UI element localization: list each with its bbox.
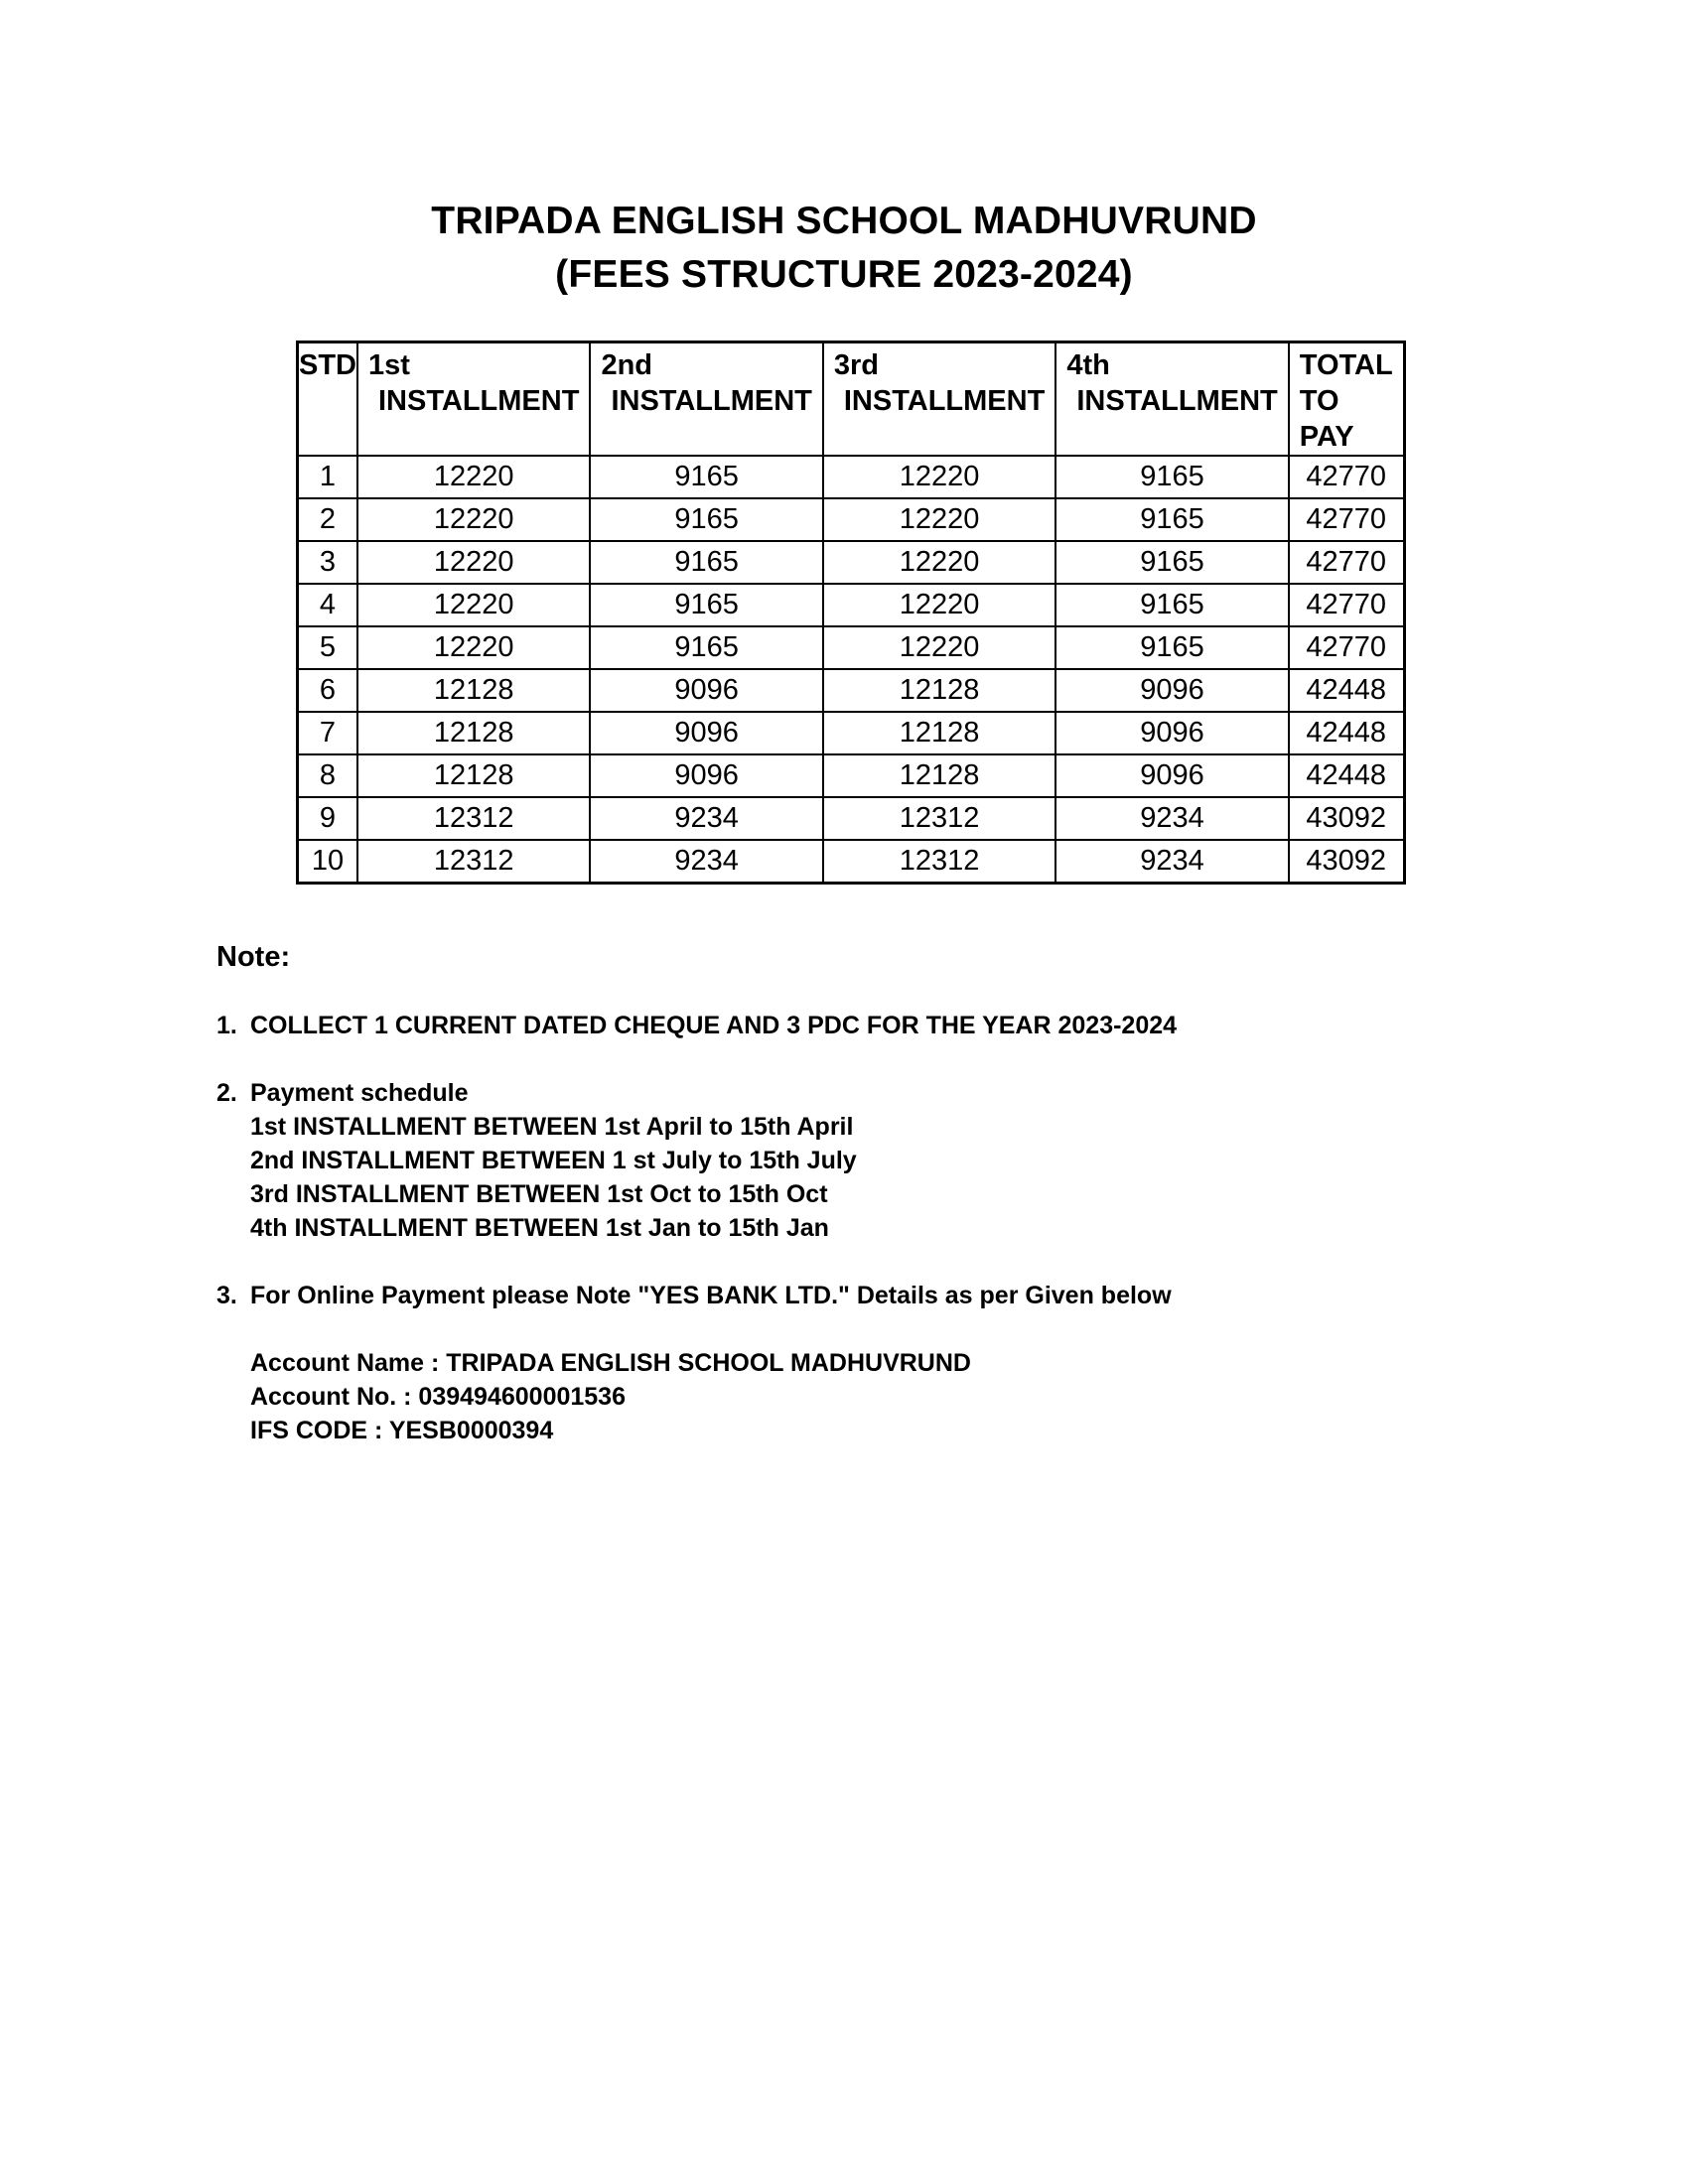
cell-total-to-pay: 42448 <box>1289 712 1404 754</box>
cell-3rd-installment: 12220 <box>823 584 1055 626</box>
table-row <box>298 754 1405 797</box>
cell-std: 9 <box>298 797 358 840</box>
cell-2nd-installment: 9096 <box>590 712 822 754</box>
account-number: Account No. : 039494600001536 <box>250 1383 626 1411</box>
table-body <box>298 456 1405 884</box>
cell-1st-installment: 12128 <box>357 754 590 797</box>
cell-std: 3 <box>298 541 358 584</box>
table-row <box>298 712 1405 754</box>
header-2nd-installment: 2nd INSTALLMENT <box>590 342 822 457</box>
cheque-instruction: COLLECT 1 CURRENT DATED CHEQUE AND 3 PDC FOR THE YEAR 2023-2024 <box>250 1012 1178 1039</box>
fees-structure-heading: (FEES STRUCTURE 2023-2024) <box>555 253 1133 296</box>
table-row <box>298 797 1405 840</box>
cell-3rd-installment: 12220 <box>823 626 1055 669</box>
cell-1st-installment: 12220 <box>357 498 590 541</box>
cell-3rd-installment: 12128 <box>823 669 1055 712</box>
notes-list <box>216 1009 1177 1447</box>
cell-std: 2 <box>298 498 358 541</box>
cell-3rd-installment: 12220 <box>823 541 1055 584</box>
table-row <box>298 541 1405 584</box>
cell-1st-installment: 12220 <box>357 456 590 498</box>
cell-total-to-pay: 42770 <box>1289 584 1404 626</box>
note-number: 3. <box>216 1282 237 1309</box>
cell-total-to-pay: 42770 <box>1289 456 1404 498</box>
cell-1st-installment: 12128 <box>357 712 590 754</box>
schedule-line: 3rd INSTALLMENT BETWEEN 1st Oct to 15th Oct <box>250 1180 828 1208</box>
cell-std: 10 <box>298 840 358 884</box>
schedule-line: 2nd INSTALLMENT BETWEEN 1 st July to 15th July <box>250 1147 857 1174</box>
cell-total-to-pay: 42448 <box>1289 754 1404 797</box>
cell-std: 6 <box>298 669 358 712</box>
header-total-to-pay: TOTAL TO PAY <box>1289 342 1404 457</box>
cell-4th-installment: 9165 <box>1055 498 1288 541</box>
cell-std: 1 <box>298 456 358 498</box>
cell-total-to-pay: 42770 <box>1289 541 1404 584</box>
cell-2nd-installment: 9165 <box>590 584 822 626</box>
note-number: 1. <box>216 1012 237 1039</box>
table-row <box>298 584 1405 626</box>
table-row <box>298 626 1405 669</box>
table-row <box>298 669 1405 712</box>
table-row <box>298 498 1405 541</box>
cell-2nd-installment: 9165 <box>590 626 822 669</box>
cell-2nd-installment: 9234 <box>590 840 822 884</box>
table-row <box>298 840 1405 884</box>
cell-total-to-pay: 42448 <box>1289 669 1404 712</box>
cell-std: 4 <box>298 584 358 626</box>
note-item-3 <box>216 1279 1177 1447</box>
cell-total-to-pay: 43092 <box>1289 840 1404 884</box>
cell-1st-installment: 12312 <box>357 840 590 884</box>
cell-2nd-installment: 9165 <box>590 456 822 498</box>
cell-1st-installment: 12128 <box>357 669 590 712</box>
cell-4th-installment: 9096 <box>1055 712 1288 754</box>
cell-3rd-installment: 12128 <box>823 754 1055 797</box>
cell-4th-installment: 9096 <box>1055 669 1288 712</box>
cell-3rd-installment: 12128 <box>823 712 1055 754</box>
cell-total-to-pay: 42770 <box>1289 498 1404 541</box>
cell-std: 7 <box>298 712 358 754</box>
header-3rd-installment: 3rd INSTALLMENT <box>823 342 1055 457</box>
online-payment-note: For Online Payment please Note "YES BANK LTD." Details as per Given below <box>250 1282 1172 1309</box>
cell-4th-installment: 9165 <box>1055 456 1288 498</box>
header-4th-installment: 4th INSTALLMENT <box>1055 342 1288 457</box>
cell-2nd-installment: 9165 <box>590 541 822 584</box>
schedule-line: 1st INSTALLMENT BETWEEN 1st April to 15th April <box>250 1113 854 1141</box>
table-row <box>298 456 1405 498</box>
cell-std: 5 <box>298 626 358 669</box>
cell-3rd-installment: 12312 <box>823 840 1055 884</box>
note-number: 2. <box>216 1079 237 1107</box>
cell-1st-installment: 12312 <box>357 797 590 840</box>
cell-4th-installment: 9096 <box>1055 754 1288 797</box>
cell-3rd-installment: 12312 <box>823 797 1055 840</box>
account-name: Account Name : TRIPADA ENGLISH SCHOOL MADHUVRUND <box>250 1349 971 1377</box>
cell-4th-installment: 9234 <box>1055 797 1288 840</box>
cell-4th-installment: 9165 <box>1055 584 1288 626</box>
school-name: TRIPADA ENGLISH SCHOOL MADHUVRUND <box>431 200 1257 242</box>
fees-table <box>296 341 1406 885</box>
cell-2nd-installment: 9096 <box>590 754 822 797</box>
note-heading: Note: <box>216 941 291 973</box>
note-item-1 <box>216 1009 1177 1042</box>
cell-std: 8 <box>298 754 358 797</box>
schedule-line: 4th INSTALLMENT BETWEEN 1st Jan to 15th Jan <box>250 1214 829 1242</box>
cell-total-to-pay: 43092 <box>1289 797 1404 840</box>
cell-4th-installment: 9165 <box>1055 626 1288 669</box>
header-std: STD <box>298 342 358 457</box>
cell-3rd-installment: 12220 <box>823 456 1055 498</box>
cell-4th-installment: 9165 <box>1055 541 1288 584</box>
table-header-row <box>298 342 1405 457</box>
page-title <box>0 195 1688 302</box>
cell-1st-installment: 12220 <box>357 541 590 584</box>
cell-2nd-installment: 9096 <box>590 669 822 712</box>
cell-1st-installment: 12220 <box>357 626 590 669</box>
ifs-code: IFS CODE : YESB0000394 <box>250 1417 554 1444</box>
payment-schedule-heading: Payment schedule <box>250 1079 469 1107</box>
header-1st-installment: 1st INSTALLMENT <box>357 342 590 457</box>
note-item-2 <box>216 1076 1177 1245</box>
cell-1st-installment: 12220 <box>357 584 590 626</box>
cell-2nd-installment: 9234 <box>590 797 822 840</box>
cell-2nd-installment: 9165 <box>590 498 822 541</box>
cell-4th-installment: 9234 <box>1055 840 1288 884</box>
cell-3rd-installment: 12220 <box>823 498 1055 541</box>
cell-total-to-pay: 42770 <box>1289 626 1404 669</box>
